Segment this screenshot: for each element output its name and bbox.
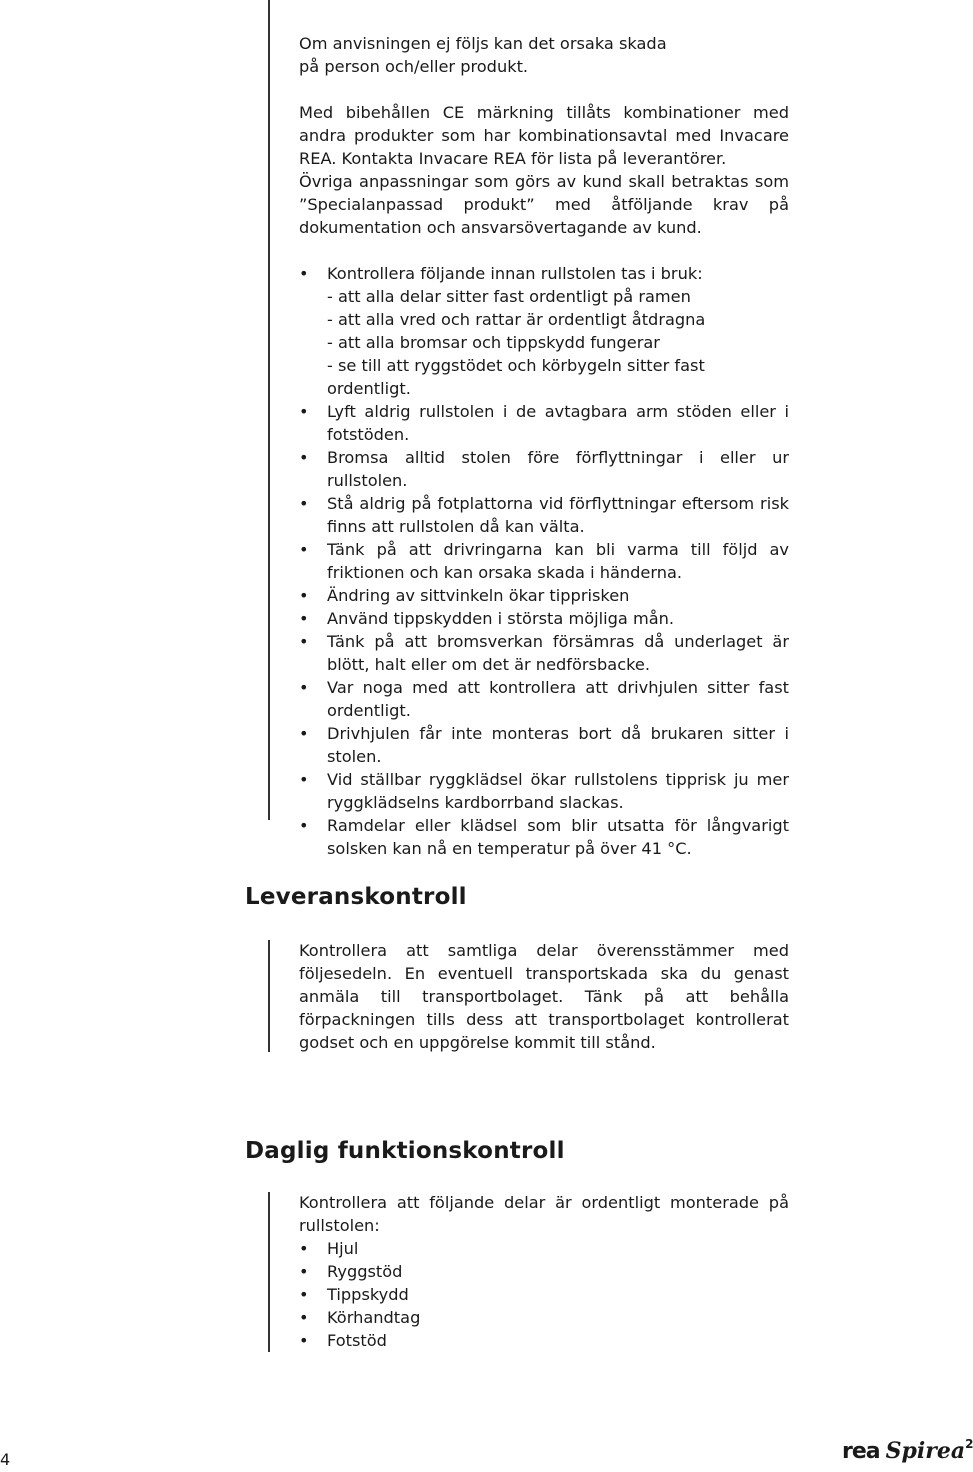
leverans-paragraph: Kontrollera att samtliga delar överensstämmer med följesedeln. En eventuell transportskada ska du genast anmäla till transportbolaget. Tänk på att behålla förpackningen tills dess att transportbolaget kontrollerat godset och en uppgörelse kommit till stånd. bbox=[299, 941, 789, 1052]
warning-subitem: - att alla vred och rattar är ordentligt åtdragna bbox=[327, 310, 706, 329]
section-heading-daglig-funktionskontroll: Daglig funktionskontroll bbox=[245, 1138, 565, 1164]
page-number: 4 bbox=[0, 1450, 11, 1469]
section-heading-leveranskontroll: Leveranskontroll bbox=[245, 884, 467, 910]
daglig-text-block bbox=[299, 1191, 789, 1352]
warning-list bbox=[299, 262, 789, 860]
warning-item: • Vid ställbar ryggklädsel ökar rullstolens tipprisk ju mer ryggklädselns kardborrband slackas. bbox=[299, 768, 789, 814]
warning-item: • Lyft aldrig rullstolen i de avtagbara arm stöden eller i fotstöden. bbox=[299, 400, 789, 446]
warning-item: • Tänk på att bromsverkan försämras då underlaget är blött, halt eller om det är nedförsbacke. bbox=[299, 630, 789, 676]
margin-rule-daglig bbox=[268, 1192, 270, 1352]
check-item: • Tippskydd bbox=[299, 1283, 789, 1306]
logo-brand: rea bbox=[842, 1439, 880, 1464]
leverans-text-block bbox=[299, 939, 789, 1054]
daglig-paragraph: Kontrollera att följande delar är ordentligt monterade på rullstolen: bbox=[299, 1193, 789, 1235]
intro-paragraph-1 bbox=[299, 32, 789, 78]
intro-paragraph-2: Med bibehållen CE märkning tillåts kombinationer med andra produkter som har kombinationsavtal med Invacare REA. Kontakta Invacare REA för lista på leverantörer. bbox=[299, 103, 789, 168]
intro-line-1: Om anvisningen ej följs kan det orsaka skada bbox=[299, 34, 667, 53]
margin-rule-leverans bbox=[268, 940, 270, 1052]
check-item: • Körhandtag bbox=[299, 1306, 789, 1329]
intro-line-2: på person och/eller produkt. bbox=[299, 57, 529, 76]
safety-text-block bbox=[299, 32, 789, 860]
product-logo bbox=[842, 1438, 973, 1464]
warning-item: • Stå aldrig på fotplattorna vid förflyttningar eftersom risk finns att rullstolen då kan välta. bbox=[299, 492, 789, 538]
check-item: • Hjul bbox=[299, 1237, 789, 1260]
intro-paragraph-3: Övriga anpassningar som görs av kund skall betraktas som ”Specialanpassad produkt” med åtföljande krav på dokumentation och ansvarsövertagande av kund. bbox=[299, 172, 789, 237]
logo-model-superscript: 2 bbox=[965, 1437, 973, 1451]
warning-item: • Ändring av sittvinkeln ökar tipprisken bbox=[299, 584, 789, 607]
warning-subitem: - att alla delar sitter fast ordentligt på ramen bbox=[327, 287, 691, 306]
warning-item: • Använd tippskydden i största möjliga mån. bbox=[299, 607, 789, 630]
logo-model: Spirea bbox=[885, 1438, 966, 1464]
warning-item bbox=[299, 262, 789, 400]
warning-item: • Bromsa alltid stolen före förflyttningar i eller ur rullstolen. bbox=[299, 446, 789, 492]
margin-rule-top bbox=[268, 0, 270, 820]
warning-item: • Ramdelar eller klädsel som blir utsatta för långvarigt solsken kan nå en temperatur på över 41 °C. bbox=[299, 814, 789, 860]
check-item: • Ryggstöd bbox=[299, 1260, 789, 1283]
daglig-check-list bbox=[299, 1237, 789, 1352]
warning-text: Kontrollera följande innan rullstolen tas i bruk: bbox=[327, 264, 703, 283]
check-item: • Fotstöd bbox=[299, 1329, 789, 1352]
warning-item: • Drivhjulen får inte monteras bort då brukaren sitter i stolen. bbox=[299, 722, 789, 768]
warning-item: • Tänk på att drivringarna kan bli varma till följd av friktionen och kan orsaka skada i händerna. bbox=[299, 538, 789, 584]
warning-subitem: - se till att ryggstödet och körbygeln sitter fast ordentligt. bbox=[327, 356, 705, 398]
warning-subitem: - att alla bromsar och tippskydd fungerar bbox=[327, 333, 660, 352]
warning-item: • Var noga med att kontrollera att drivhjulen sitter fast ordentligt. bbox=[299, 676, 789, 722]
